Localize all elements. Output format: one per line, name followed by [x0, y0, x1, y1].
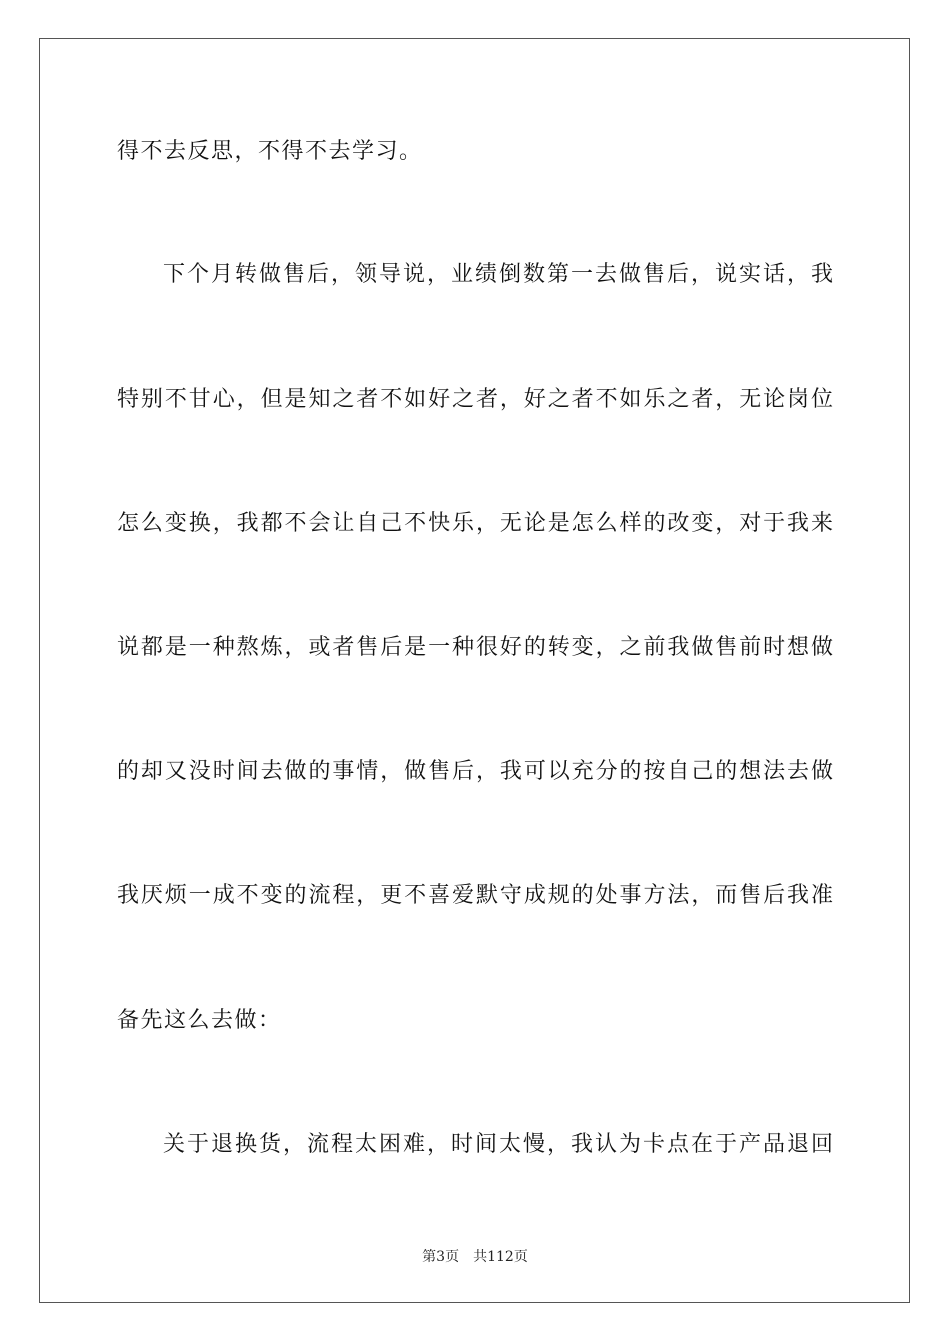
page-border: [39, 38, 910, 1303]
text-line-1: 得不去反思，不得不去学习。: [117, 139, 423, 164]
page-number: 第3页: [422, 1249, 460, 1265]
page-total: 共112页: [473, 1249, 528, 1265]
text-line-5: 说都是一种熬炼，或者售后是一种很好的转变，之前我做售前时想做: [117, 635, 833, 660]
text-line-4: 怎么变换，我都不会让自己不快乐，无论是怎么样的改变，对于我来: [117, 511, 833, 536]
text-line-8: 备先这么去做：: [117, 1008, 282, 1033]
text-line-7: 我厌烦一成不变的流程，更不喜爱默守成规的处事方法，而售后我准: [117, 883, 833, 908]
text-line-6: 的却又没时间去做的事情，做售后，我可以充分的按自己的想法去做: [117, 759, 833, 784]
text-line-3: 特别不甘心，但是知之者不如好之者，好之者不如乐之者，无论岗位: [117, 387, 833, 412]
page-footer: [0, 1248, 950, 1266]
text-line-2: 下个月转做售后，领导说，业绩倒数第一去做售后，说实话，我: [163, 262, 833, 287]
text-line-9: 关于退换货，流程太困难，时间太慢，我认为卡点在于产品退回: [163, 1132, 833, 1157]
